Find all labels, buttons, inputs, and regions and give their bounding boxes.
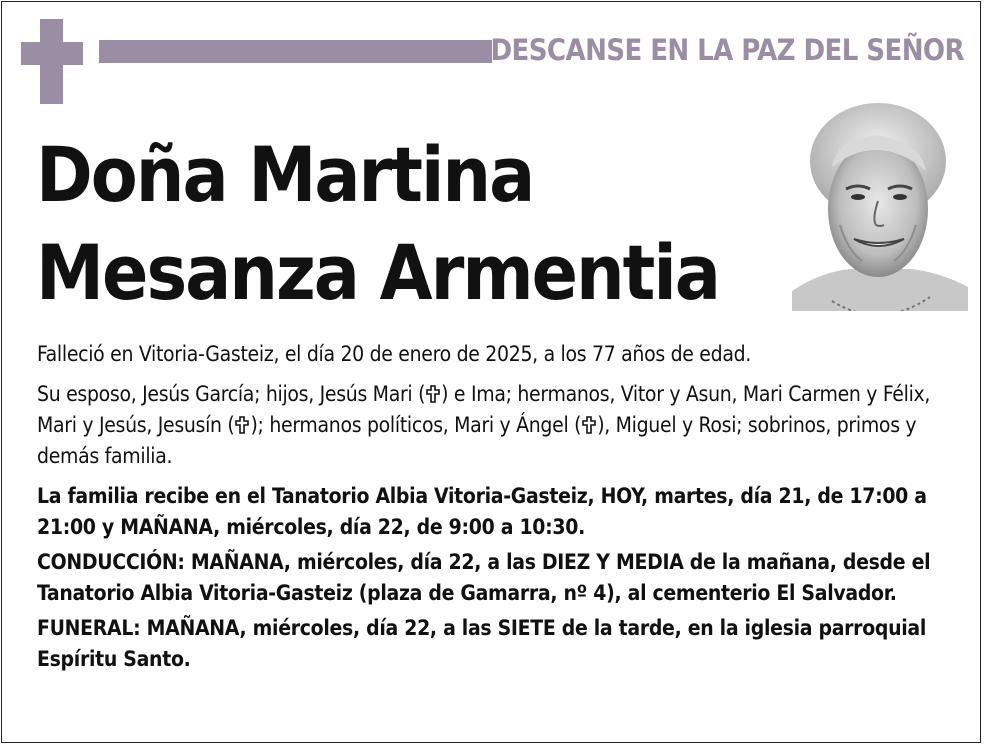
small-cross-icon [425,385,441,403]
header-bar [99,40,492,63]
deceased-name [36,126,719,322]
family-notice [37,379,952,472]
family-text-3: ); hermanos políticos, Mari y Ángel ( [250,413,582,437]
header-text: DESCANSE EN LA PAZ DEL SEÑOR [490,33,964,67]
portrait-photo [792,101,968,311]
conduction-info: CONDUCCIÓN: MAÑANA, miércoles, día 22, a las DIEZ Y MEDIA de la mañana, desde el Tanatorio Albia Vitoria-Gasteiz (plaza de Gamarra, nº 4), al cementerio El Salvador. [37,550,931,605]
wake-info: La familia recibe en el Tanatorio Albia Vitoria-Gasteiz, HOY, martes, día 21, de 17:00 a 21:00 y MAÑANA, miércoles, día 22, de 9:00 a 10:30. [37,484,927,539]
family-text-1: Su esposo, Jesús García; hijos, Jesús Mari ( [37,382,426,406]
funeral-info: FUNERAL: MAÑANA, miércoles, día 22, a las SIETE de la tarde, en la iglesia parroquial Espíritu Santo. [37,616,927,671]
obituary-body [37,339,952,675]
deceased-name-line2: Mesanza Armentia [36,228,719,317]
death-notice: Falleció en Vitoria-Gasteiz, el día 20 de enero de 2025, a los 77 años de edad. [37,342,752,366]
family-text-4: ), Miguel y Rosi; sobrinos, primos y demás familia. [37,413,917,468]
obituary-card [1,1,981,743]
cross-icon [21,19,83,104]
small-cross-icon [234,416,250,434]
small-cross-icon [581,416,597,434]
family-text-2: ) e Ima; hermanos, Vitor y Asun, Mari Carmen y Félix, Mari y Jesús, Jesusín ( [37,382,931,437]
deceased-name-line1: Doña Martina [36,130,534,219]
